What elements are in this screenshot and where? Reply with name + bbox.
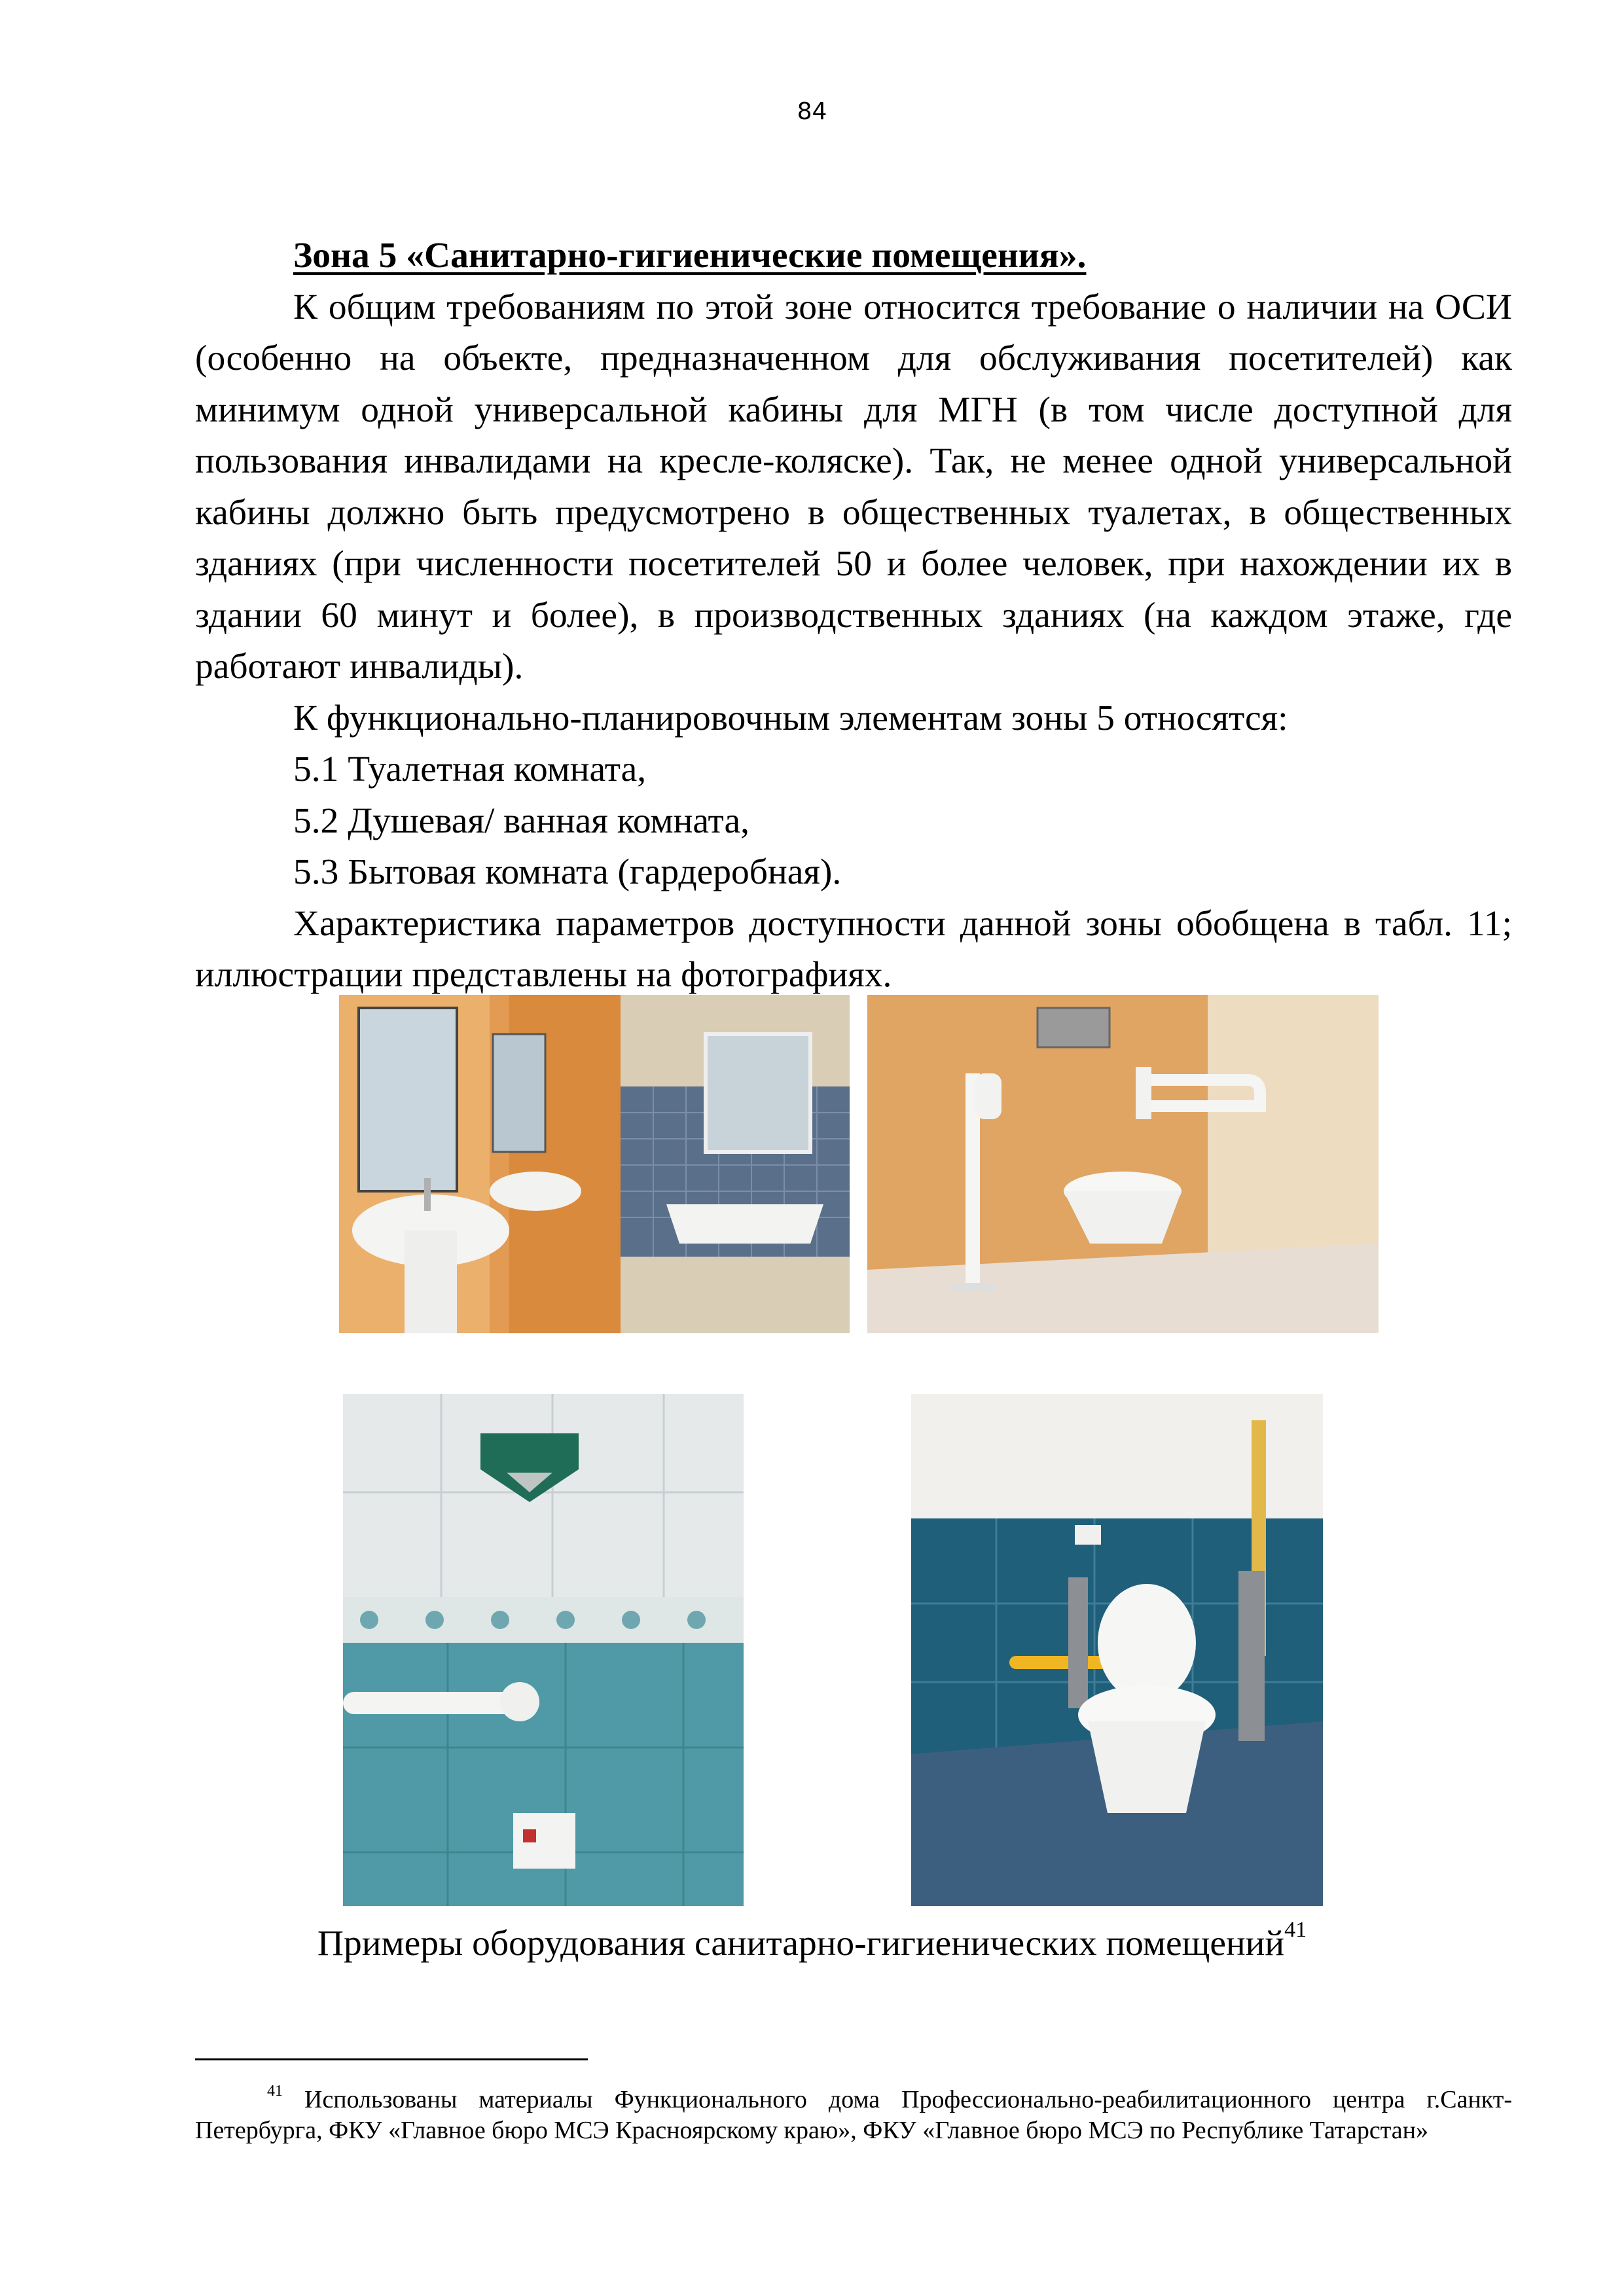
photo-sinks-mirrors: [339, 995, 850, 1333]
body-text: [195, 230, 1512, 1001]
paragraph-requirements: К общим требованиям по этой зоне относится требование о наличии на ОСИ (особенно на объекте, предназначенном для обслуживания посетителей) как минимум одной универсальной кабины для МГН (в том числе доступной для пользования инвалидами на кресле-коляске). Так, не менее одной универсальной кабины должно быть предусмотрено в общественных туалетах, в общественных зданиях (при численности посетителей 50 и более человек, при нахождении их в здании 60 минут и более), в производственных зданиях (на каждом этаже, где работают инвалиды).: [195, 287, 1512, 687]
photo-toilet-grab-bars: [867, 995, 1379, 1333]
section-heading: Зона 5 «Санитарно-гигиенические помещения».: [293, 236, 1087, 276]
footnote-separator: [195, 2058, 588, 2060]
list-item: 5.2 Душевая/ ванная комната,: [293, 800, 750, 841]
page-number: 84: [797, 98, 827, 125]
footnote-text: Использованы материалы Функционального дома Профессионально-реабилитационного центра г.Санкт-Петербурга, ФКУ «Главное бюро МСЭ Красноярскому краю», ФКУ «Главное бюро МСЭ по Республике Татарстан»: [195, 2086, 1512, 2144]
paragraph-characteristics: Характеристика параметров доступности данной зоны обобщена в табл. 11; иллюстрации представлены на фотографиях.: [195, 903, 1512, 995]
figure-caption: Примеры оборудования санитарно-гигиенических помещений$^{41}$: [317, 1918, 1307, 1964]
footnote-number: 41: [267, 2083, 283, 2100]
footnote-reference[interactable]: 41: [1284, 1918, 1307, 1942]
photo-raised-toilet-seat: [911, 1394, 1323, 1906]
list-item: 5.3 Бытовая комната (гардеробная).: [293, 852, 842, 892]
footnote: [195, 2076, 1512, 2146]
paragraph-elements-intro: К функционально-планировочным элементам зоны 5 относятся:: [293, 698, 1288, 738]
photo-handrail-call-button: [343, 1394, 744, 1906]
list-item: 5.1 Туалетная комната,: [293, 749, 647, 789]
